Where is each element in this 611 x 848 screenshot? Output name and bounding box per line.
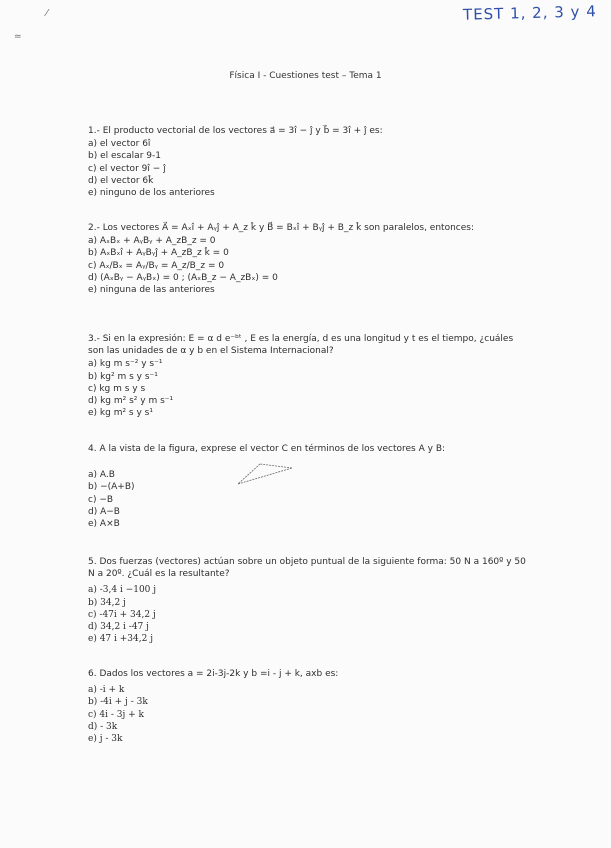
- option-b: b) −(A+B): [88, 482, 135, 493]
- option-b: b) el escalar 9-1: [88, 151, 161, 162]
- option-e: e) kg m² s y s¹: [88, 408, 153, 419]
- question-5: [88, 556, 528, 645]
- question-text: 5. Dos fuerzas (vectores) actúan sobre un objeto puntual de la siguiente forma: 50 N a 160º y 50 N a 20º. ¿Cuál es la resultante?: [88, 557, 526, 580]
- vector-b-line: [260, 464, 292, 468]
- option-d: d) el vector 6k̂: [88, 175, 154, 186]
- handwritten-test-label: TEST 1, 2, 3 y 4: [463, 2, 598, 24]
- option-d: d) (AₓBᵧ − AᵧBₓ) = 0 ; (AₓB_z − A_zBₓ) = 0: [88, 272, 278, 283]
- option-e: e) ninguno de los anteriores: [88, 188, 215, 199]
- option-c: c) −B: [88, 494, 114, 505]
- page-title: Física I - Cuestiones test – Tema 1: [229, 71, 382, 81]
- option-a: a) AₓBₓ + AᵧBᵧ + A_zB_z = 0: [88, 236, 216, 247]
- option-e: e) A×B: [88, 519, 120, 530]
- vector-c-line: [238, 464, 260, 484]
- option-d: d) kg m² s² y m s⁻¹: [88, 396, 174, 407]
- option-a: a) el vector 6î: [88, 139, 151, 150]
- option-a: a) -3,4 i −100 j: [88, 585, 157, 596]
- scan-mark: ≃: [14, 32, 22, 42]
- question-4: [88, 443, 528, 530]
- option-c: c) el vector 9î − ĵ: [88, 163, 166, 174]
- question-text: 1.- El producto vectorial de los vectores a⃗ = 3î − ĵ y b⃗ = 3î + ĵ es:: [88, 126, 383, 136]
- option-e: e) 47 i +34,2 j: [88, 634, 153, 645]
- option-a: a) kg m s⁻² y s⁻¹: [88, 359, 163, 370]
- option-c: c) kg m s y s: [88, 383, 146, 394]
- option-b: b) kg² m s y s⁻¹: [88, 371, 158, 382]
- option-d: d) - 3k: [88, 721, 118, 732]
- option-b: b) AₓBₓî + AᵧBᵧĵ + A_zB_z k̂ = 0: [88, 248, 229, 259]
- question-1: [88, 125, 528, 199]
- option-c: c) Aₓ/Bₓ = Aᵧ/Bᵧ = A_z/B_z = 0: [88, 260, 225, 271]
- option-a: a) -i + k: [88, 685, 125, 696]
- option-c: c) 4i - 3j + k: [88, 709, 145, 720]
- option-e: e) j - 3k: [88, 734, 123, 745]
- question-6: [88, 668, 528, 745]
- option-a: a) A.B: [88, 470, 115, 481]
- vector-triangle-figure: [234, 462, 298, 488]
- option-e: e) ninguna de las anteriores: [88, 285, 215, 296]
- question-2: [88, 222, 528, 296]
- question-text: 3.- Si en la expresión: E = α d e⁻ᵇᵗ , E es la energía, d es una longitud y t es el tiempo, ¿cuáles son las unidades de α y b en el Sistema Internacional?: [88, 334, 514, 357]
- scan-mark: ⁄: [46, 8, 48, 19]
- option-b: b) 34,2 j: [88, 597, 126, 608]
- option-d: d) A−B: [88, 506, 120, 517]
- question-text: 6. Dados los vectores a = 2i-3j-2k y b =i - j + k, axb es:: [88, 669, 339, 679]
- vector-a-line: [238, 468, 292, 484]
- question-text: 2.- Los vectores A⃗ = Aₓî + Aᵧĵ + A_z k̂ y B⃗ = Bₓî + Bᵧĵ + B_z k̂ son paralelos, entonces:: [88, 223, 474, 233]
- question-3: [88, 333, 528, 419]
- option-c: c) -47i + 34,2 j: [88, 609, 156, 620]
- option-d: d) 34,2 i -47 j: [88, 622, 149, 633]
- option-b: b) -4i + j - 3k: [88, 697, 148, 708]
- question-text: 4. A la vista de la figura, exprese el vector C en términos de los vectores A y B:: [88, 444, 446, 454]
- vector-triangle-icon: [234, 462, 298, 488]
